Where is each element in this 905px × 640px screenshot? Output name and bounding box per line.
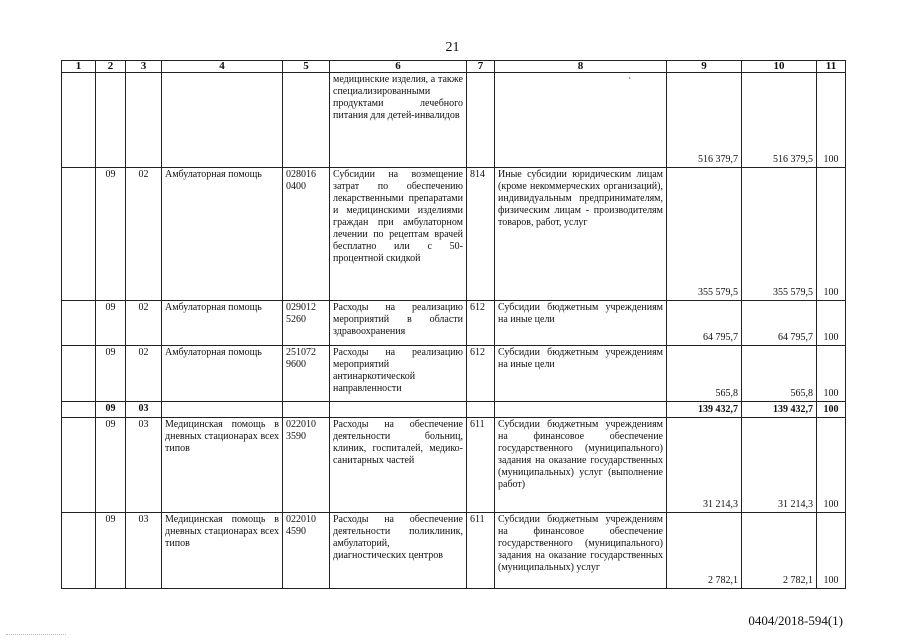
cell-percent: 100 — [817, 301, 846, 346]
cell-expense-type — [467, 402, 495, 418]
col-header-6: 6 — [330, 61, 467, 73]
cell-percent: 100 — [817, 418, 846, 513]
cell-subsection-name: Медицинская помощь в дневных стационарах всех типов — [162, 418, 283, 513]
cell-section: 09 — [96, 346, 126, 402]
cell-actual: 565,8 — [742, 346, 817, 402]
table-row — [62, 168, 846, 301]
col-header-1: 1 — [62, 61, 96, 73]
cell-col1 — [62, 168, 96, 301]
cell-section: 09 — [96, 418, 126, 513]
cell-target-code: 022010 4590 — [283, 513, 330, 589]
cell-actual: 31 214,3 — [742, 418, 817, 513]
col-header-9: 9 — [667, 61, 742, 73]
cell-plan: 139 432,7 — [667, 402, 742, 418]
col-header-5: 5 — [283, 61, 330, 73]
col-header-7: 7 — [467, 61, 495, 73]
cell-plan: 2 782,1 — [667, 513, 742, 589]
cell-subsection: 02 — [126, 301, 162, 346]
cell-actual: 64 795,7 — [742, 301, 817, 346]
col-header-3: 3 — [126, 61, 162, 73]
cell-col1 — [62, 73, 96, 168]
cell-percent: 100 — [817, 346, 846, 402]
cell-subsection-name — [162, 73, 283, 168]
col-header-8: 8 — [495, 61, 667, 73]
col-header-11: 11 — [817, 61, 846, 73]
page-number: 21 — [445, 40, 460, 55]
cell-expense-type-name — [495, 402, 667, 418]
cell-subsection-name: Амбулаторная помощь — [162, 301, 283, 346]
table-row — [62, 513, 846, 589]
cell-col1 — [62, 301, 96, 346]
budget-table — [61, 60, 846, 589]
cell-section — [96, 73, 126, 168]
cell-target-code: 029012 5260 — [283, 301, 330, 346]
cell-subsection-name — [162, 402, 283, 418]
cell-section: 09 — [96, 168, 126, 301]
header-row — [62, 61, 846, 73]
cell-subsection-name: Амбулаторная помощь — [162, 168, 283, 301]
cell-plan: 355 579,5 — [667, 168, 742, 301]
table-row — [62, 73, 846, 168]
cell-expense-type-name: Субсидии бюджетным учреждениям на иные цели — [495, 346, 667, 402]
cell-plan: 565,8 — [667, 346, 742, 402]
cell-actual: 2 782,1 — [742, 513, 817, 589]
cell-percent: 100 — [817, 73, 846, 168]
cell-section: 09 — [96, 402, 126, 418]
table-row — [62, 418, 846, 513]
cell-expense-type-name: Иные субсидии юридическим лицам (кроме некоммерческих организаций), индивидуальным предпринимателям, физическим лицам - производителям товаров, работ, услуг — [495, 168, 667, 301]
cell-subsection: 03 — [126, 418, 162, 513]
col-header-10: 10 — [742, 61, 817, 73]
cell-expense-type-name: Субсидии бюджетным учреждениям на финансовое обеспечение государственного (муниципального) задания на оказание государственных (муниципальных) услуг — [495, 513, 667, 589]
cell-actual: 139 432,7 — [742, 402, 817, 418]
cell-actual: 516 379,5 — [742, 73, 817, 168]
cell-percent: 100 — [817, 402, 846, 418]
cell-subsection: 02 — [126, 346, 162, 402]
cell-subsection — [126, 73, 162, 168]
cell-expense-type-name: Субсидии бюджетным учреждениям на финансовое обеспечение государственного (муниципального) задания на оказание государственных (муниципальных) услуг (выполнение работ) — [495, 418, 667, 513]
cell-target-code: 251072 9600 — [283, 346, 330, 402]
table-row — [62, 346, 846, 402]
cell-expense-type — [467, 73, 495, 168]
cell-expense-type: 814 — [467, 168, 495, 301]
cell-target-code — [283, 402, 330, 418]
cell-expense-type: 612 — [467, 346, 495, 402]
cell-actual: 355 579,5 — [742, 168, 817, 301]
col-header-2: 2 — [96, 61, 126, 73]
cell-section: 09 — [96, 301, 126, 346]
cell-expense-type: 612 — [467, 301, 495, 346]
cell-target-name: медицинские изделия, а также специализированными продуктами лечебного питания для детей-инвалидов — [330, 73, 467, 168]
cell-col1 — [62, 418, 96, 513]
cell-plan: 31 214,3 — [667, 418, 742, 513]
cell-target-name: Расходы на реализацию мероприятий антинаркотической направленности — [330, 346, 467, 402]
cell-subsection-name: Медицинская помощь в дневных стационарах всех типов — [162, 513, 283, 589]
cell-subsection: 03 — [126, 402, 162, 418]
cell-expense-type: 611 — [467, 418, 495, 513]
cell-plan: 64 795,7 — [667, 301, 742, 346]
cell-expense-type-name: Субсидии бюджетным учреждениям на иные цели — [495, 301, 667, 346]
cell-col1 — [62, 513, 96, 589]
cell-target-code: 028016 0400 — [283, 168, 330, 301]
cell-subsection: 03 — [126, 513, 162, 589]
cell-target-name: Расходы на обеспечение деятельности поликлиник, амбулаторий, диагностических центров — [330, 513, 467, 589]
document-code: 0404/2018-594(1) — [748, 613, 843, 628]
cell-subsection: 02 — [126, 168, 162, 301]
subtotal-row — [62, 402, 846, 418]
cell-target-name: Расходы на реализацию мероприятий в области здравоохранения — [330, 301, 467, 346]
cell-section: 09 — [96, 513, 126, 589]
cell-target-name: Субсидии на возмещение затрат по обеспечению лекарственными препаратами и медицинскими изделиями граждан при амбулаторном лечении по рецептам врачей бесплатно или с 50-процентной скидкой — [330, 168, 467, 301]
cell-subsection-name: Амбулаторная помощь — [162, 346, 283, 402]
table-row — [62, 301, 846, 346]
cell-percent: 100 — [817, 513, 846, 589]
scan-artifact — [6, 634, 66, 637]
cell-target-name: Расходы на обеспечение деятельности больниц, клиник, госпиталей, медико-санитарных частей — [330, 418, 467, 513]
cell-expense-type: 611 — [467, 513, 495, 589]
cell-expense-type-name — [495, 73, 667, 168]
cell-percent: 100 — [817, 168, 846, 301]
col-header-4: 4 — [162, 61, 283, 73]
cell-target-name — [330, 402, 467, 418]
cell-plan: 516 379,7 — [667, 73, 742, 168]
stray-mark: ` — [628, 77, 632, 88]
cell-col1 — [62, 346, 96, 402]
cell-target-code — [283, 73, 330, 168]
cell-col1 — [62, 402, 96, 418]
cell-target-code: 022010 3590 — [283, 418, 330, 513]
